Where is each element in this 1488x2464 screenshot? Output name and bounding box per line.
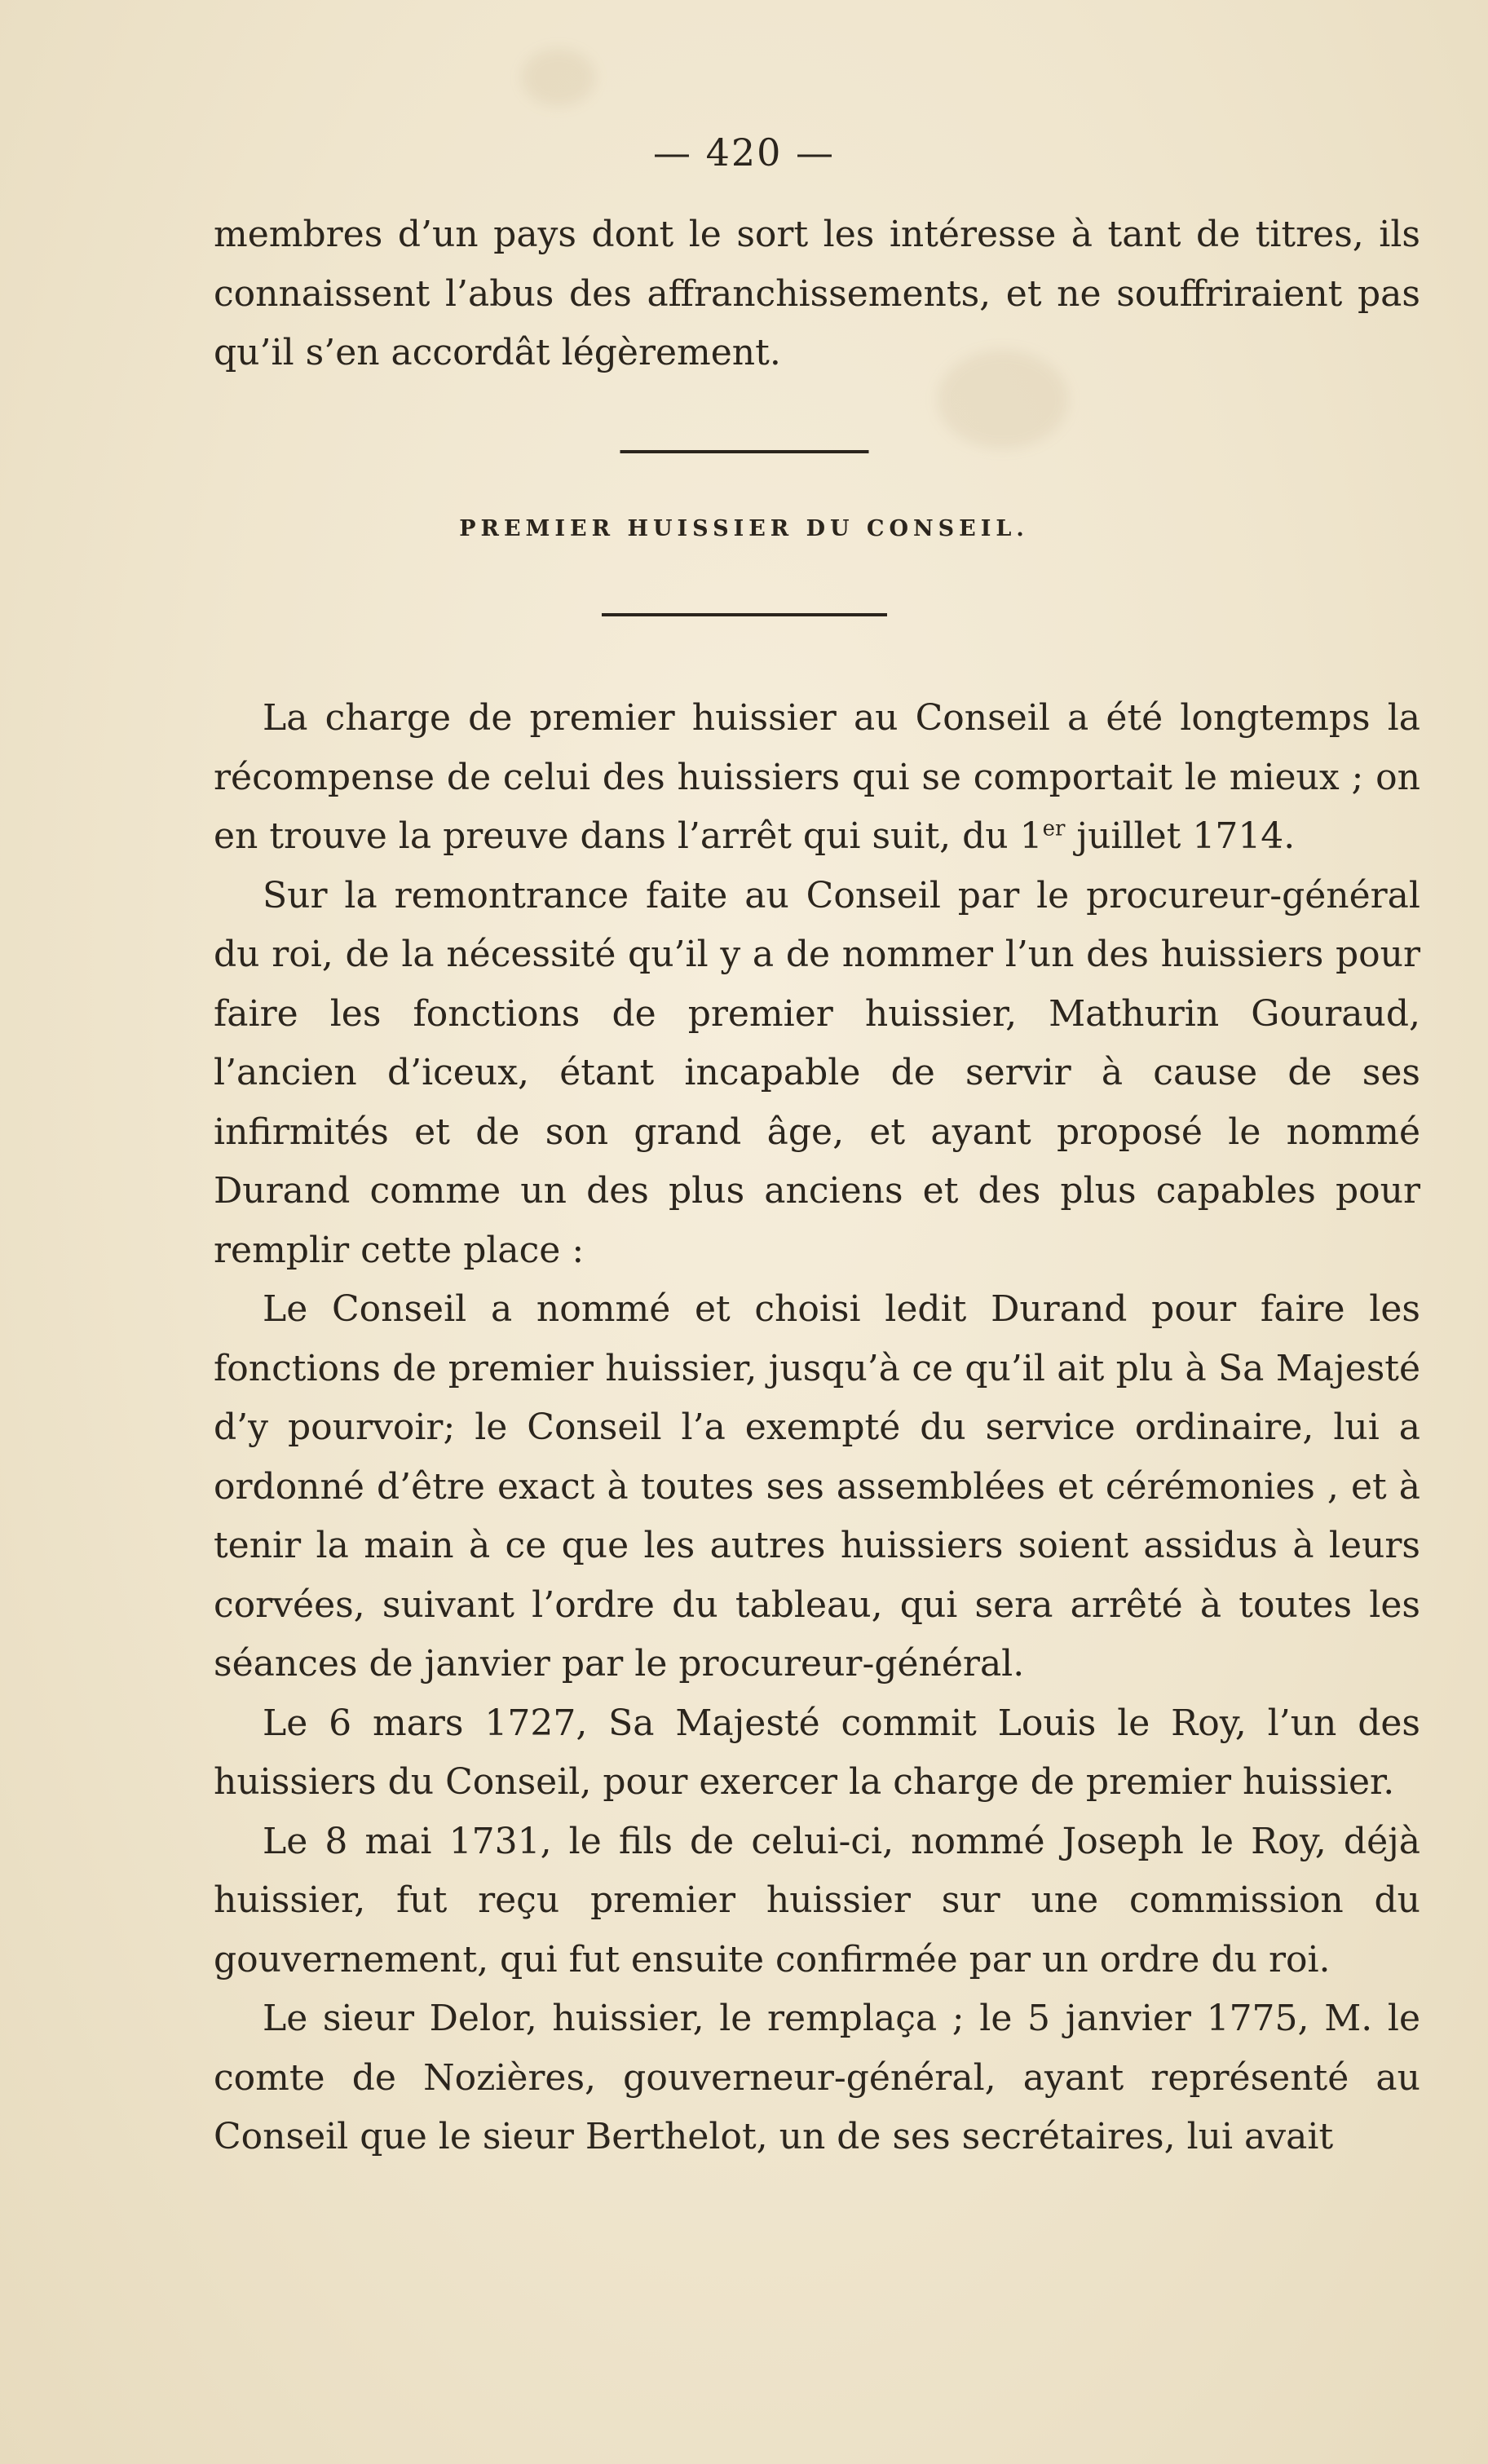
heading-rule-bottom — [602, 613, 887, 616]
section-heading: PREMIER HUISSIER DU CONSEIL. — [459, 516, 1029, 541]
paragraph: Le 8 mai 1731, le fils de celui-ci, nommé Joseph le Roy, déjà huissier, fut reçu premier huissier sur une commission du gouvernement, qui fut ensuite confirmée par un ordre du roi. — [214, 1820, 1420, 1980]
paragraph: Le 6 mars 1727, Sa Majesté commit Louis le Roy, l’un des huissiers du Conseil, pour exercer la charge de premier huissier. — [214, 1702, 1420, 1803]
paragraph: Sur la remontrance faite au Conseil par le procureur-général du roi, de la nécessité qu’il y a de nommer l’un des huissiers pour faire les fonctions de premier huissier, Mathurin Gouraud, l’ancien d’iceux, étant incapable de servir à cause de ses infirmités et de son grand âge, et ayant proposé le nommé Durand comme un des plus anciens et des plus capables pour remplir cette place : — [214, 874, 1420, 1271]
paper-stain — [522, 49, 595, 106]
intro-text: membres d’un pays dont le sort les intéresse à tant de titres, ils connaissent l’abus des affranchissements, et ne souffriraient pas qu’il s’en accordât légèrement. — [214, 214, 1420, 373]
heading-rule-top — [620, 450, 868, 453]
paragraph: Le Conseil a nommé et choisi ledit Durand pour faire les fonctions de premier huissier, jusqu’à ce qu’il ait plu à Sa Majesté d’y pourvoir; le Conseil l’a exempté du service ordinaire, lui a ordonné d’être exact à toutes ses assemblées et cérémonies , et à tenir la main à ce que les autres huissiers soient assidus à leurs corvées, suivant l’ordre du tableau, qui sera arrêté à toutes les séances de janvier par le procureur-général. — [214, 1288, 1420, 1685]
intro-paragraph — [214, 205, 1420, 383]
paragraph-text: juillet 1714. — [1065, 815, 1296, 857]
paragraph: Le sieur Delor, huissier, le remplaça ; le 5 janvier 1775, M. le comte de Nozières, gouverneur-général, ayant représenté au Conseil que le sieur Berthelot, un de ses secrétaires, lui avait — [214, 1998, 1420, 2157]
superscript-ordinal: er — [1042, 816, 1066, 841]
paragraph-text: La charge de premier huissier au Conseil a été longtemps la récompense de celui des huissiers qui se comportait le mieux ; on en trouve la preuve dans l’arrêt qui suit, du 1 — [214, 697, 1420, 857]
page-number: — 420 — — [652, 130, 836, 174]
paragraph — [214, 689, 1420, 867]
body-text — [214, 689, 1420, 2167]
